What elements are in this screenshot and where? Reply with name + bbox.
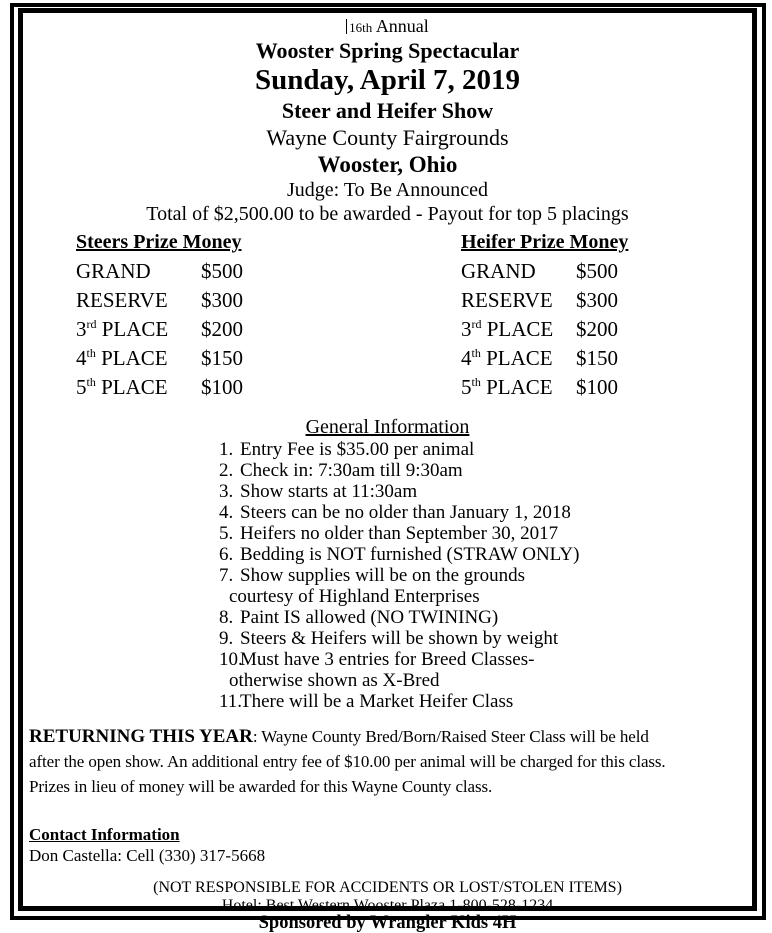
prize-section [29,230,746,399]
prize-amount: $150 [201,346,243,370]
prize-row: RESERVE $300 [461,288,618,312]
disclaimer-line: (NOT RESPONSIBLE FOR ACCIDENTS OR LOST/STOLEN ITEMS) [153,879,622,896]
steers-prize-title: Steers Prize Money [76,231,242,253]
prize-row: GRAND $500 [461,259,618,283]
returning-line-2: after the open show. An additional entry fee of $10.00 per animal will be charged for this class. [29,752,666,771]
list-item: 2. Check in: 7:30am till 9:30am [219,460,463,481]
flyer-footer [29,879,746,933]
contact-phone-line: Don Castella: Cell (330) 317-5668 [29,846,266,865]
list-item: 3. Show starts at 11:30am [219,481,418,502]
returning-paragraph [29,724,746,799]
flyer-outer-border [10,3,766,933]
judge-line: Judge: To Be Announced [287,179,488,201]
prize-amount: $200 [201,317,243,341]
prize-amount: $300 [201,288,243,312]
prize-row: 4th PLACE $150 [461,346,618,370]
list-item: 11.There will be a Market Heifer Class [219,691,514,712]
heifers-prize-column [461,230,628,399]
returning-heading: RETURNING THIS YEAR [29,726,253,747]
list-item: 7. Show supplies will be on the grounds [219,565,525,586]
list-item: 4. Steers can be no older than January 1, 2018 [219,502,571,523]
contact-title: Contact Information [29,825,180,844]
hotel-line: Hotel: Best Western Wooster Plaza 1-800-528-1234 [221,897,554,914]
list-item: 10.Must have 3 entries for Breed Classes- [219,649,535,670]
annual-number: 16th [349,20,373,35]
prize-amount: $500 [576,259,618,283]
general-info-title: General Information [305,416,470,438]
prize-row: 5th PLACE $100 [461,375,618,399]
flyer-content [23,13,752,933]
venue: Wayne County Fairgrounds [266,125,509,150]
prize-amount: $200 [576,317,618,341]
prize-amount: $500 [201,259,243,283]
payout-summary: Total of $2,500.00 to be awarded - Payout for top 5 placings [146,203,629,225]
list-item: 8. Paint IS allowed (NO TWINING) [219,607,499,628]
flyer-header [29,16,746,227]
list-item: 9. Steers & Heifers will be shown by weight [219,628,559,649]
steers-prize-column [76,230,386,399]
prize-row: 3rd PLACE $200 [76,317,243,341]
annual-word: Annual [375,16,429,36]
show-name: Steer and Heifer Show [281,98,494,123]
prize-row: 3rd PLACE $200 [461,317,618,341]
prize-amount: $100 [576,375,618,399]
prize-amount: $150 [576,346,618,370]
text-cursor [346,19,347,34]
event-title: Wooster Spring Spectacular [255,38,520,63]
general-info-list [219,439,746,712]
contact-section [29,824,746,866]
prize-row: GRAND $500 [76,259,243,283]
returning-line-1: RETURNING THIS YEAR: Wayne County Bred/Born/Raised Steer Class will be held [29,726,649,747]
list-item: 5. Heifers no older than September 30, 2017 [219,523,559,544]
prize-amount: $100 [201,375,243,399]
list-item-continuation: otherwise shown as X-Bred [229,670,440,691]
returning-line-3: Prizes in lieu of money will be awarded for this Wayne County class. [29,777,493,796]
prize-row: 5th PLACE $100 [76,375,243,399]
location: Wooster, Ohio [317,152,458,177]
list-item: 1. Entry Fee is $35.00 per animal [219,439,475,460]
annual-line [29,16,746,38]
prize-row: 4th PLACE $150 [76,346,243,370]
list-item: 6. Bedding is NOT furnished (STRAW ONLY) [219,544,580,565]
list-item-continuation: courtesy of Highland Enterprises [229,586,480,607]
sponsor-line: Sponsored by Wrangler Kids 4H [258,913,517,933]
prize-row: RESERVE $300 [76,288,243,312]
event-date: Sunday, April 7, 2019 [254,64,521,96]
flyer-inner-border [18,8,757,933]
prize-amount: $300 [576,288,618,312]
heifers-prize-title: Heifer Prize Money [461,231,629,253]
